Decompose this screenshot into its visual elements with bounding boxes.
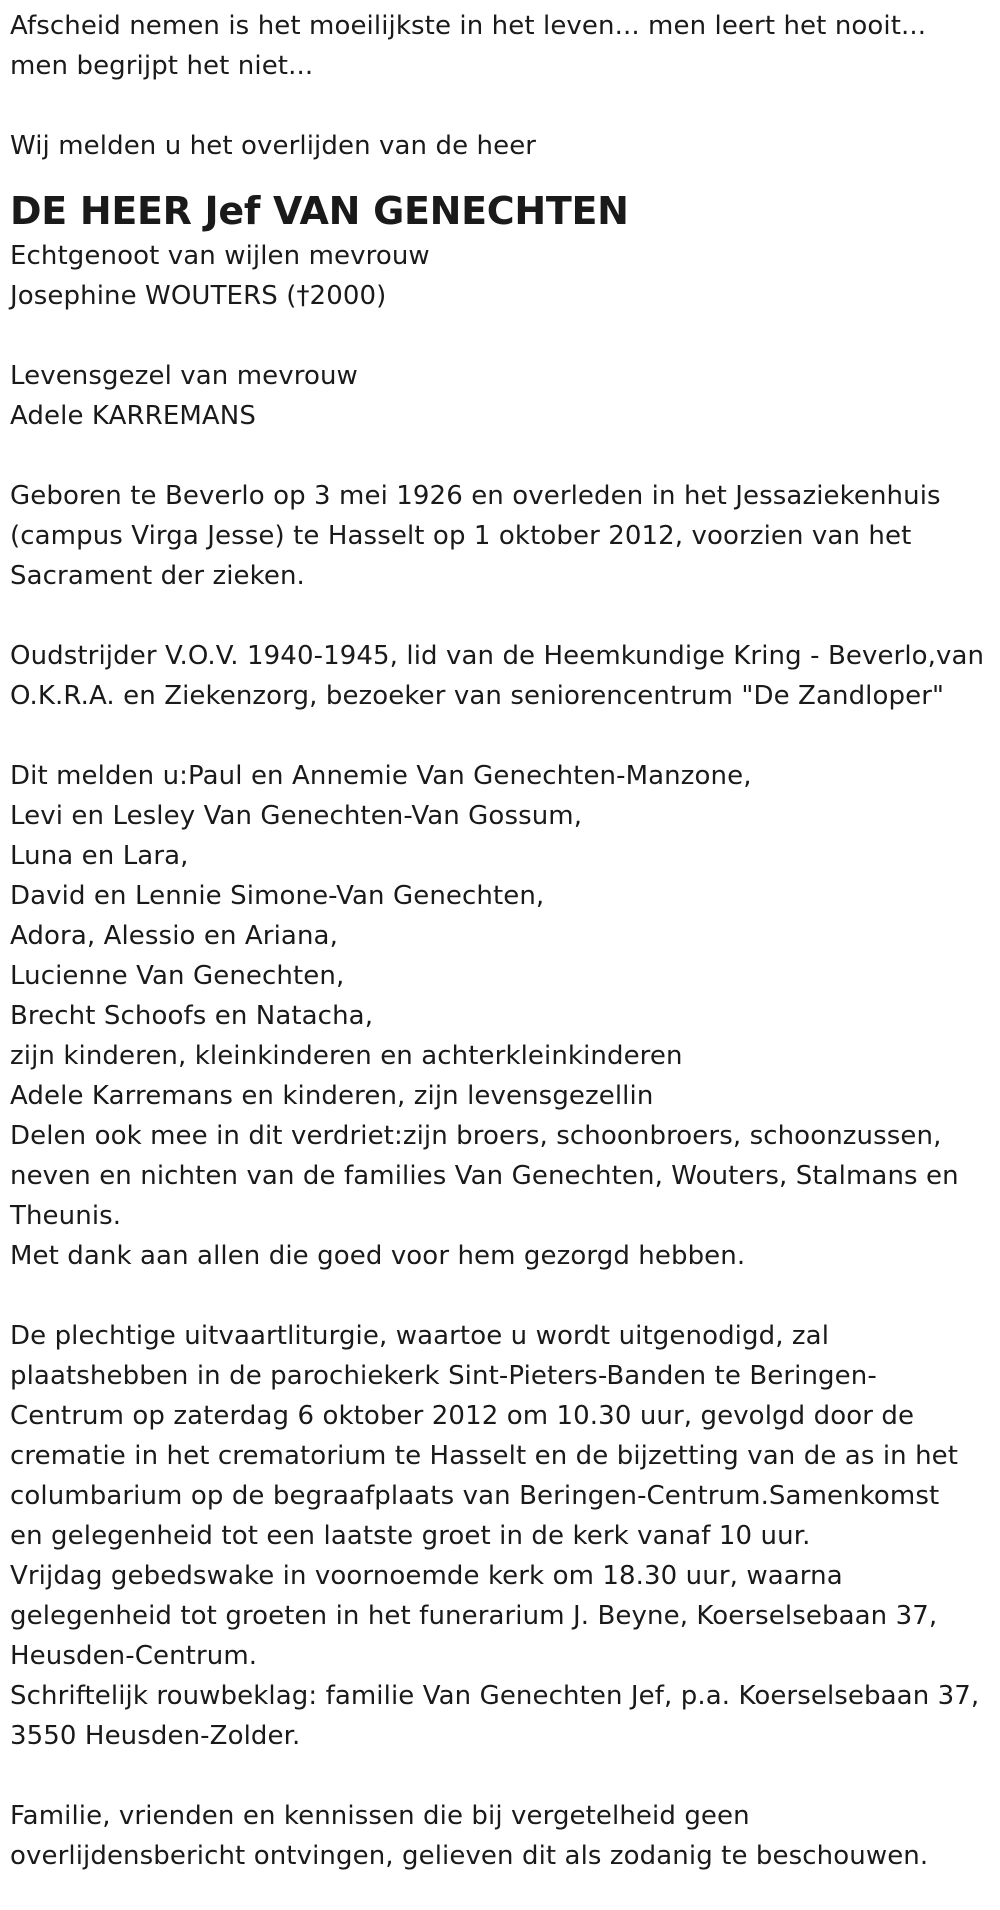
spouse-line: Josephine WOUTERS (†2000) — [10, 281, 387, 311]
family-line: David en Lennie Simone-Van Genechten, — [10, 881, 545, 911]
spacer — [10, 316, 970, 356]
closing-note — [10, 1796, 970, 1876]
spacer — [10, 1756, 970, 1796]
family-line: neven en nichten van de families Van Genechten, Wouters, Stalmans en — [10, 1161, 959, 1191]
birth-death-line: Sacrament der zieken. — [10, 561, 305, 591]
birth-death-line: Geboren te Beverlo op 3 mei 1926 en overleden in het Jessaziekenhuis — [10, 481, 941, 511]
spacer — [10, 716, 970, 756]
deceased-name: DE HEER Jef VAN GENECHTEN — [10, 189, 629, 233]
funeral-line: columbarium op de begraafplaats van Beringen-Centrum.Samenkomst — [10, 1481, 940, 1511]
spacer — [10, 86, 970, 126]
memberships-line: Oudstrijder V.O.V. 1940-1945, lid van de Heemkundige Kring - Beverlo,van — [10, 641, 985, 671]
partner-info — [10, 356, 970, 436]
funeral-line: Centrum op zaterdag 6 oktober 2012 om 10.30 uur, gevolgd door de — [10, 1401, 915, 1431]
intro-quote — [10, 6, 970, 86]
partner-line: Adele KARREMANS — [10, 401, 256, 431]
family-line: Delen ook mee in dit verdriet:zijn broers, schoonbroers, schoonzussen, — [10, 1121, 942, 1151]
memberships-line: O.K.R.A. en Ziekenzorg, bezoeker van seniorencentrum "De Zandloper" — [10, 681, 945, 711]
family-line: Adora, Alessio en Ariana, — [10, 921, 338, 951]
family-line: Dit melden u:Paul en Annemie Van Genechten-Manzone, — [10, 761, 752, 791]
spouse-info — [10, 236, 970, 316]
closing-line: Familie, vrienden en kennissen die bij vergetelheid geen — [10, 1801, 750, 1831]
funeral-line: crematie in het crematorium te Hasselt en de bijzetting van de as in het — [10, 1441, 959, 1471]
family-line: Luna en Lara, — [10, 841, 189, 871]
funeral-line: Vrijdag gebedswake in voornoemde kerk om 18.30 uur, waarna — [10, 1561, 843, 1591]
intro-line: men begrijpt het niet... — [10, 51, 314, 81]
spouse-line: Echtgenoot van wijlen mevrouw — [10, 241, 430, 271]
partner-line: Levensgezel van mevrouw — [10, 361, 358, 391]
memberships-info — [10, 636, 985, 716]
funeral-line: plaatshebben in de parochiekerk Sint-Pieters-Banden te Beringen- — [10, 1361, 877, 1391]
funeral-line: De plechtige uitvaartliturgie, waartoe u wordt uitgenodigd, zal — [10, 1321, 830, 1351]
family-line: Theunis. — [10, 1201, 122, 1231]
family-list — [10, 756, 970, 1276]
announcement: Wij melden u het overlijden van de heer — [10, 131, 537, 161]
family-line: Brecht Schoofs en Natacha, — [10, 1001, 374, 1031]
family-line: Lucienne Van Genechten, — [10, 961, 345, 991]
funeral-line: Schriftelijk rouwbeklag: familie Van Genechten Jef, p.a. Koerselsebaan 37, — [10, 1681, 980, 1711]
spacer — [10, 1276, 970, 1316]
funeral-line: en gelegenheid tot een laatste groet in de kerk vanaf 10 uur. — [10, 1521, 811, 1551]
closing-line: overlijdensbericht ontvingen, gelieven dit als zodanig te beschouwen. — [10, 1841, 929, 1871]
funeral-info — [10, 1316, 980, 1756]
family-line: zijn kinderen, kleinkinderen en achterkleinkinderen — [10, 1041, 683, 1071]
family-line: Levi en Lesley Van Genechten-Van Gossum, — [10, 801, 583, 831]
funeral-line: Heusden-Centrum. — [10, 1641, 258, 1671]
intro-line: Afscheid nemen is het moeilijkste in het leven... men leert het nooit... — [10, 11, 927, 41]
birth-death-line: (campus Virga Jesse) te Hasselt op 1 oktober 2012, voorzien van het — [10, 521, 912, 551]
spacer — [10, 596, 970, 636]
family-line: Adele Karremans en kinderen, zijn levensgezellin — [10, 1081, 654, 1111]
family-line: Met dank aan allen die goed voor hem gezorgd hebben. — [10, 1241, 746, 1271]
funeral-line: gelegenheid tot groeten in het funerarium J. Beyne, Koerselsebaan 37, — [10, 1601, 938, 1631]
funeral-line: 3550 Heusden-Zolder. — [10, 1721, 301, 1751]
birth-death-info — [10, 476, 970, 596]
spacer — [10, 436, 970, 476]
